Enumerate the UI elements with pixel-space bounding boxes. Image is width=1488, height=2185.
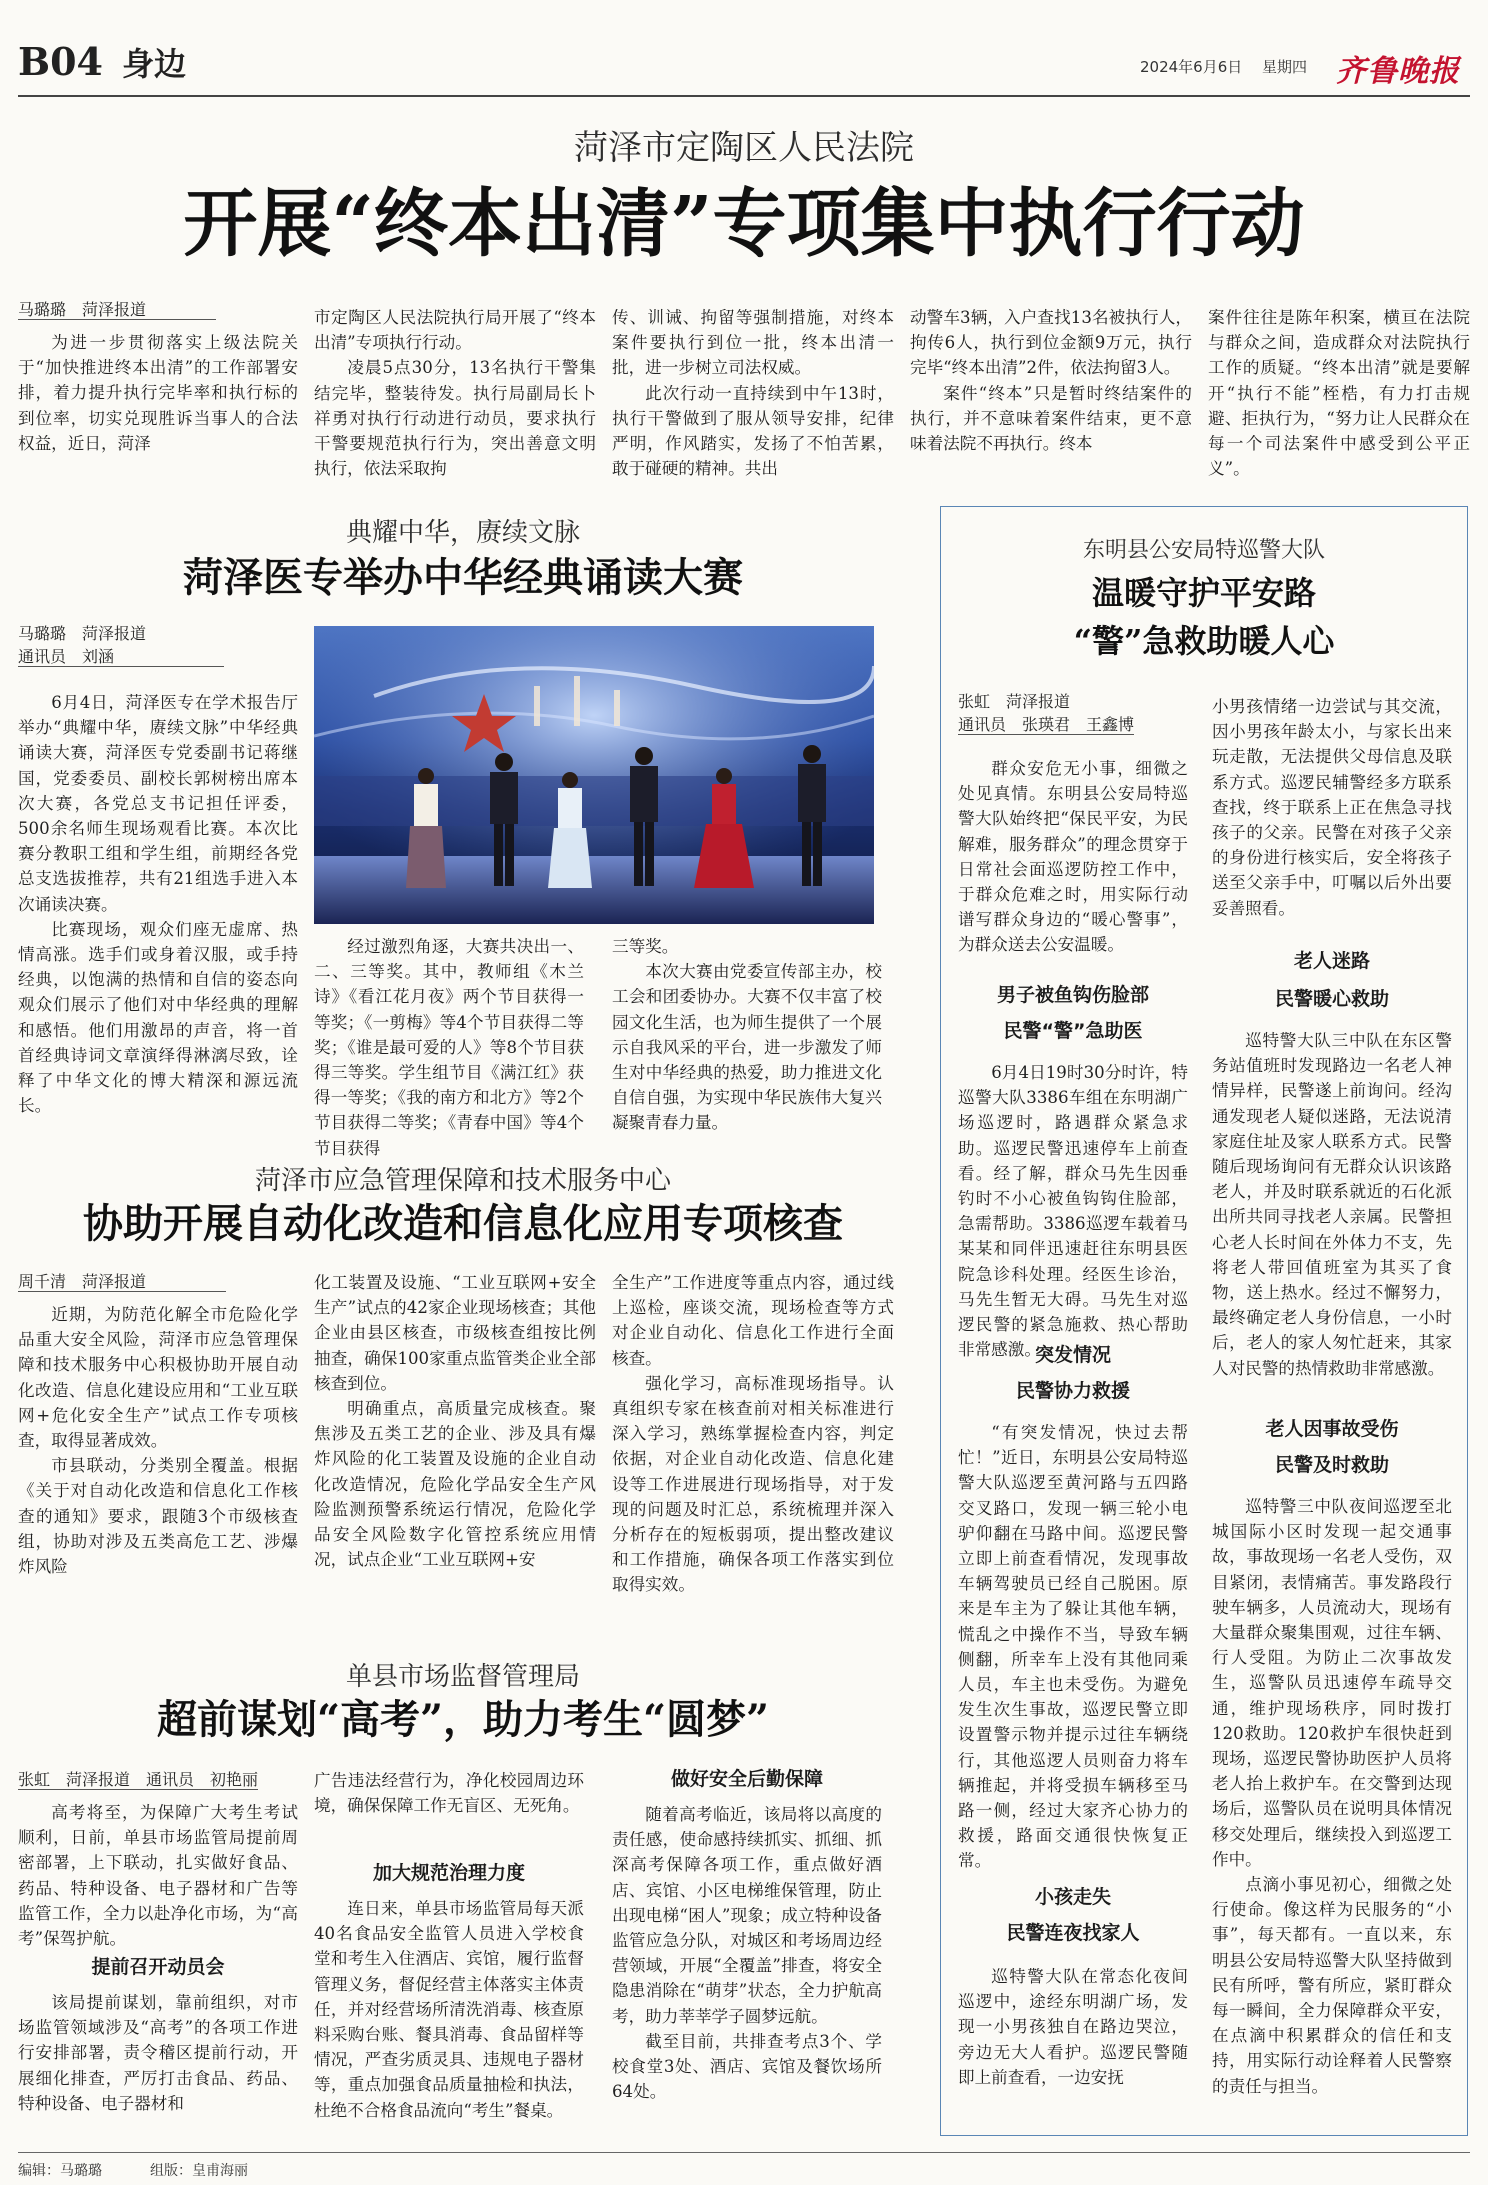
sidebar-headline-2: “警”急救助暖人心 bbox=[1073, 622, 1335, 660]
stage-photo bbox=[314, 626, 874, 924]
byline-text: 通讯员 张瑛君 王鑫博 bbox=[958, 715, 1135, 734]
paragraph: 巡特警大队三中队在东区警务站值班时发现路边一名老人神情异样，民警遂上前询问。经沟通发现老人疑似迷路，无法说清家庭住址及家人联系方式。民警随后现场询问有无群众认识该路老人，并及时联系就近的石化派出所共同寻找老人亲属。民警担心老人长时间在外体力不支，先将老人带回值班室为其买了食物，送上热水。经过不懈努力，最终确定老人身份信息，一小时后，老人的家人匆忙赶来，其家人对民警的热情救助非常感激。 bbox=[1212, 1031, 1452, 1378]
paragraph: 全生产”工作进度等重点内容，通过线上巡检，座谈交流，现场检查等方式对企业自动化、信息化工作进行全面核查。 bbox=[612, 1273, 894, 1368]
article1-col4 bbox=[910, 305, 1192, 456]
article2-byline bbox=[18, 622, 298, 668]
article2-headline: 菏泽医专举办中华经典诵读大赛 bbox=[183, 554, 743, 601]
footer-layout: 组版：皇甫海丽 bbox=[150, 2163, 248, 2179]
article1-col2 bbox=[314, 305, 596, 481]
article4-sub1: 提前召开动员会 bbox=[91, 1956, 225, 1978]
article3-col1 bbox=[18, 1302, 298, 1579]
paragraph: 案件往往是陈年积案，横亘在法院与群众之间，造成群众对法院执行工作的质疑。“终本出清”就是要解开“执行不能”桎梏，有力打击规避、拒执行为，“努力让人民群众在每一个司法案件中感受到公平正义”。 bbox=[1208, 308, 1470, 479]
page-weekday: 星期四 bbox=[1262, 58, 1308, 76]
paragraph: 近期，为防范化解全市危险化学品重大安全风险，菏泽市应急管理保障和技术服务中心积极协助开展自动化改造、信息化建设应用和“工业互联网+危化安全生产”试点工作专项核查，取得显著成效。 bbox=[18, 1305, 298, 1451]
sidebar-sub-b2: 民警协力救援 bbox=[1015, 1380, 1130, 1402]
sidebar-right-c bbox=[1212, 1494, 1452, 2099]
paragraph: 经过激烈角逐，大赛共决出一、二、三等奖。其中，教师组《木兰诗》《看江花月夜》两个节目获得一等奖；《一剪梅》等4个节目获得二等奖；《谁是最可爱的人》等8个节目获得三等奖。学生组节目《满江红》获得一等奖；《我的南方和北方》等2个节目获得二等奖；《青春中国》等4个节目获得 bbox=[314, 937, 584, 1158]
byline-line-2 bbox=[18, 645, 298, 668]
paragraph: 6月4日19时30分时许，特巡警大队3386车组在东明湖广场巡逻时，路遇群众紧急求助。巡逻民警迅速停车上前查看。经了解，群众马先生因垂钓时不小心被鱼钩钩住脸部，急需帮助。3386巡逻车载着马某某和同伴迅速赶往东明县医院急诊科处理。经医生诊治，马先生暂无大碍。马先生对巡逻民警的紧急施救、热心帮助非常感激。 bbox=[958, 1063, 1188, 1360]
paragraph: 群众安危无小事，细微之处见真情。东明县公安局特巡警大队始终把“保民平安，为民解难，服务群众”的理念贯穿于日常社会面巡逻防控工作中，于群众危难之时，用实际行动谱写群众身边的“暖心警事”，为群众送去公安温暖。 bbox=[958, 759, 1188, 955]
article4-col2b bbox=[314, 1896, 584, 2123]
sidebar-sub-e2: 民警及时救助 bbox=[1274, 1454, 1389, 1476]
sidebar-sub-c2: 民警连夜找家人 bbox=[1006, 1922, 1140, 1944]
article2-kicker: 典耀中华，赓续文脉 bbox=[345, 518, 580, 548]
article2-col1 bbox=[18, 690, 298, 1118]
paragraph: 该局提前谋划，靠前组织，对市场监管领域涉及“高考”的各项工作进行安排部署，责令稽区提前行动，开展细化排查，严厉打击食品、药品、特种设备、电子器材和 bbox=[18, 1993, 298, 2113]
byline-line-1: 马璐璐 菏泽报道 bbox=[18, 624, 147, 643]
article4-col3 bbox=[612, 1802, 882, 2104]
article1-col3 bbox=[612, 305, 894, 481]
paragraph: 此次行动一直持续到中午13时，执行干警做到了服从领导安排，纪律严明，作风踏实，发扬了不怕苦累，敢于碰硬的精神。共出 bbox=[612, 383, 894, 479]
paragraph: 连日来，单县市场监管局每天派40名食品安全监管人员进入学校食堂和考生入住酒店、宾馆，履行监督管理义务，督促经营主体落实主体责任，并对经营场所清洗消毒、核查原料采购台账、餐具消毒、食品留样等情况，严查劣质灵具、违规电子器材等，重点加强食品质量抽检和执法，杜绝不合格食品流向“考生”餐桌。 bbox=[314, 1899, 584, 2120]
paragraph: 为进一步贯彻落实上级法院关于“加快推进终本出清”的工作部署安排，着力提升执行完毕率和执行标的到位率，切实兑现胜诉当事人的合法权益，近日，菏泽 bbox=[18, 333, 298, 453]
header-rule bbox=[18, 95, 1470, 97]
article4-col1a bbox=[18, 1800, 298, 1951]
article4-col2a bbox=[314, 1768, 584, 1818]
sidebar-sub-a1: 男子被鱼钩伤脸部 bbox=[996, 984, 1149, 1006]
paragraph: 比赛现场，观众们座无虚席、热情高涨。选手们或身着汉服，或手持经典，以饱满的热情和自信的姿态向观众们展示了他们对中华经典的理解和感悟。他们用激昂的声音，将一首首经典诗词文章演绎得淋漓尽致，诠释了中华文化的博大精深和源远流长。 bbox=[18, 919, 298, 1116]
paragraph: 市县联动，分类别全覆盖。根据《关于对自动化改造和信息化工作核查的通知》要求，跟随3个市级核查组，协助对涉及五类高危工艺、涉爆炸风险 bbox=[18, 1456, 298, 1577]
sidebar-sub-e1: 老人因事故受伤 bbox=[1265, 1418, 1399, 1440]
sidebar-intro bbox=[958, 756, 1188, 958]
stage-scene bbox=[314, 626, 874, 924]
article2-col2 bbox=[314, 934, 584, 1161]
article4-col1b bbox=[18, 1990, 298, 2116]
paragraph: 6月4日，菏泽医专在学术报告厅举办“典耀中华，赓续文脉”中华经典诵读大赛，菏泽医专党委副书记蒋继国，党委委员、副校长郭树榜出席本次大赛，各党总支书记担任评委，500余名师生现场观看比赛。本次比赛分教职工组和学生组，前期经各党总支选拔推荐，共有21组选手进入本次诵读决赛。 bbox=[18, 693, 298, 914]
byline-text: 马璐璐 菏泽报道 bbox=[18, 300, 216, 320]
footer-rule bbox=[18, 2152, 1470, 2153]
sidebar-left-c bbox=[958, 1964, 1188, 2090]
footer-editor: 编辑：马璐璐 bbox=[18, 2163, 102, 2179]
sidebar-kicker: 东明县公安局特巡警大队 bbox=[1082, 538, 1325, 563]
article3-col3 bbox=[612, 1270, 894, 1598]
paragraph: 市定陶区人民法院执行局开展了“终本出清”专项执行行动。 bbox=[314, 308, 596, 353]
paragraph: “有突发情况，快过去帮忙！”近日，东明县公安局特巡警大队巡逻至黄河路与五四路交叉路口，发现一辆三轮小电驴仰翻在马路中间。巡逻民警立即上前查看情况，发现事故车辆驾驶员已经自己脱困。原来是车主为了躲让其他车辆，慌乱之中操作不当，导致车辆侧翻，所幸车上没有其他同乘人员，车主也未受伤。为避免发生次生事故，巡逻民警立即设置警示物并提示过往车辆绕行，其他巡逻人员则奋力将车辆推起，并将受损车辆移至马路一侧，经过大家齐心协力的救援，路面交通很快恢复正常。 bbox=[958, 1423, 1188, 1871]
paragraph: 点滴小事见初心，细微之处行使命。像这样为民服务的“小事”，每天都有。一直以来，东明县公安局特巡警大队坚持做到民有所呼，警有所应，紧盯群众每一瞬间，全力保障群众平安，在点滴中积累群众的信任和支持，用实际行动诠释着人民警察的责任与担当。 bbox=[1212, 1875, 1452, 2096]
paragraph: 凌晨5点30分，13名执行干警集结完毕，整装待发。执行局副局长卜祥勇对执行行动进行动员，要求执行干警要规范执行行为，突出善意文明执行，依法采取拘 bbox=[314, 358, 596, 479]
paragraph: 小男孩情绪一边尝试与其交流，因小男孩年龄太小，与家长出来玩走散，无法提供父母信息及联系方式。巡逻民辅警经多方联系查找，终于联系上正在焦急寻找孩子的父亲。民警在对孩子父亲的身份进行核实后，安全将孩子送至父亲手中，叮嘱以后外出要妥善照看。 bbox=[1212, 697, 1452, 918]
paragraph: 化工装置及设施、“工业互联网+安全生产”试点的42家企业现场核查；其他企业由县区核查，市级核查组按比例抽查，确保100家重点监管类企业全部核查到位。 bbox=[314, 1273, 596, 1393]
byline-line-1: 张虹 菏泽报道 bbox=[958, 692, 1071, 711]
sidebar-left-b bbox=[958, 1420, 1188, 1874]
byline-text: 周千清 菏泽报道 bbox=[18, 1272, 226, 1292]
sidebar-right-b bbox=[1212, 1028, 1452, 1381]
byline-text: 张虹 菏泽报道 通讯员 初艳丽 bbox=[18, 1770, 259, 1789]
masthead-logo: 齐鲁晚报 bbox=[1336, 54, 1460, 89]
paragraph: 巡特警大队在常态化夜间巡逻中，途经东明湖广场，发现一小男孩独自在路边哭泣，旁边无大人看护。巡逻民警随即上前查看，一边安抚 bbox=[958, 1967, 1188, 2087]
sidebar-sub-d1: 老人迷路 bbox=[1293, 950, 1370, 972]
sidebar-byline bbox=[958, 690, 1208, 736]
article1-byline bbox=[18, 298, 298, 321]
paragraph: 动警车3辆，入户查找13名被执行人，拘传6人，执行到位金额9万元，执行完毕“终本出清”2件，依法拘留3人。 bbox=[910, 308, 1192, 378]
paragraph: 高考将至，为保障广大考生考试顺利，日前，单县市场监管局提前周密部署，上下联动，扎实做好食品、药品、特种设备、电子器材和广告等监管工作，全力以赴净化市场，为“高考”保驾护航。 bbox=[18, 1803, 298, 1949]
sidebar-sub-c1: 小孩走失 bbox=[1034, 1886, 1111, 1908]
article1-headline: 开展“终本出清”专项集中执行行动 bbox=[183, 181, 1305, 267]
article3-byline bbox=[18, 1270, 298, 1293]
paragraph: 截至目前，共排查考点3个、学校食堂3处、酒店、宾馆及餐饮场所64处。 bbox=[612, 2031, 882, 2102]
section-name: 身边 bbox=[122, 45, 187, 83]
article3-col2 bbox=[314, 1270, 596, 1572]
article1-col1 bbox=[18, 330, 298, 456]
sidebar-right-a bbox=[1212, 694, 1452, 921]
paragraph: 本次大赛由党委宣传部主办，校工会和团委协办。大赛不仅丰富了校园文化生活，也为师生提供了一个展示自我风采的平台，进一步激发了师生对中华经典的热爱，助力推进文化自信自强，为实现中华民族伟大复兴凝聚青春力量。 bbox=[612, 962, 882, 1133]
byline-text: 通讯员 刘涵 bbox=[18, 647, 224, 667]
article4-kicker: 单县市场监督管理局 bbox=[345, 1662, 580, 1692]
sidebar-headline-1: 温暖守护平安路 bbox=[1091, 574, 1316, 612]
paragraph: 强化学习，高标准现场指导。认真组织专家在核查前对相关标准进行深入学习，熟练掌握检查内容，判定依据，对企业自动化改造、信息化建设等工作进展进行现场指导，对于发现的问题及时汇总，系统梳理并深入分析存在的短板弱项，提出整改建议和工作措施，确保各项工作落实到位取得实效。 bbox=[612, 1373, 894, 1595]
paragraph: 广告违法经营行为，净化校园周边环境，确保保障工作无盲区、无死角。 bbox=[314, 1771, 584, 1816]
paragraph: 明确重点，高质量完成核查。聚焦涉及五类工艺的企业、涉及具有爆炸风险的化工装置及设施的企业自动化改造情况，危险化学品安全生产风险监测预警系统运行情况，危险化学品安全风险数字化管控系统应用情况，试点企业“工业互联网+安 bbox=[314, 1399, 596, 1570]
article3-headline: 协助开展自动化改造和信息化应用专项核查 bbox=[83, 1200, 843, 1247]
paragraph: 随着高考临近，该局将以高度的责任感，使命感持续抓实、抓细、抓深高考保障各项工作，重点做好酒店、宾馆、小区电梯维保管理，防止出现电梯“困人”现象；成立特种设备监管应急分队，对城区和考场周边经营领域，开展“全覆盖”排查，将安全隐患消除在“萌芽”状态，全力护航高考，助力莘莘学子圆梦远航。 bbox=[612, 1805, 882, 2026]
article4-sub3: 做好安全后勤保障 bbox=[670, 1768, 823, 1790]
paragraph: 传、训诫、拘留等强制措施，对终本案件要执行到位一批，终本出清一批，进一步树立司法权威。 bbox=[612, 308, 894, 378]
byline-line-2 bbox=[958, 713, 1208, 736]
paragraph: 案件“终本”只是暂时终结案件的执行，并不意味着案件结束，更不意味着法院不再执行。终本 bbox=[910, 383, 1192, 454]
article3-kicker: 菏泽市应急管理保障和技术服务中心 bbox=[254, 1166, 671, 1196]
sidebar-sub-b1: 突发情况 bbox=[1034, 1344, 1111, 1366]
sidebar-left-a bbox=[958, 1060, 1188, 1362]
sidebar-sub-a2: 民警“警”急助医 bbox=[1003, 1020, 1143, 1042]
article4-sub2: 加大规范治理力度 bbox=[372, 1862, 525, 1884]
article1-col5 bbox=[1208, 305, 1470, 481]
page-date: 2024年6月6日 bbox=[1140, 58, 1243, 76]
page-header bbox=[0, 0, 1488, 100]
article4-headline: 超前谋划“高考”，助力考生“圆梦” bbox=[156, 1696, 770, 1743]
article4-byline bbox=[18, 1768, 300, 1791]
article2-col3 bbox=[612, 934, 882, 1136]
page-code: B04 bbox=[18, 39, 103, 84]
sidebar-sub-d2: 民警暖心救助 bbox=[1274, 988, 1389, 1010]
paragraph: 三等奖。 bbox=[612, 937, 679, 956]
paragraph: 巡特警三中队夜间巡逻至北城国际小区时发现一起交通事故，事故现场一名老人受伤，双目紧闭，表情痛苦。事发路段行驶车辆多，人员流动大，现场有大量群众聚集围观，过往车辆、行人受阻。为防止二次事故发生，巡警队员迅速停车疏导交通，维护现场秩序，同时拨打120救助。120救护车很快赶到现场，巡逻民警协助医护人员将老人抬上救护车。在交警到达现场后，巡警队员在说明具体情况移交处理后，继续投入到巡逻工作中。 bbox=[1212, 1497, 1452, 1869]
article1-kicker: 菏泽市定陶区人民法院 bbox=[574, 128, 914, 168]
